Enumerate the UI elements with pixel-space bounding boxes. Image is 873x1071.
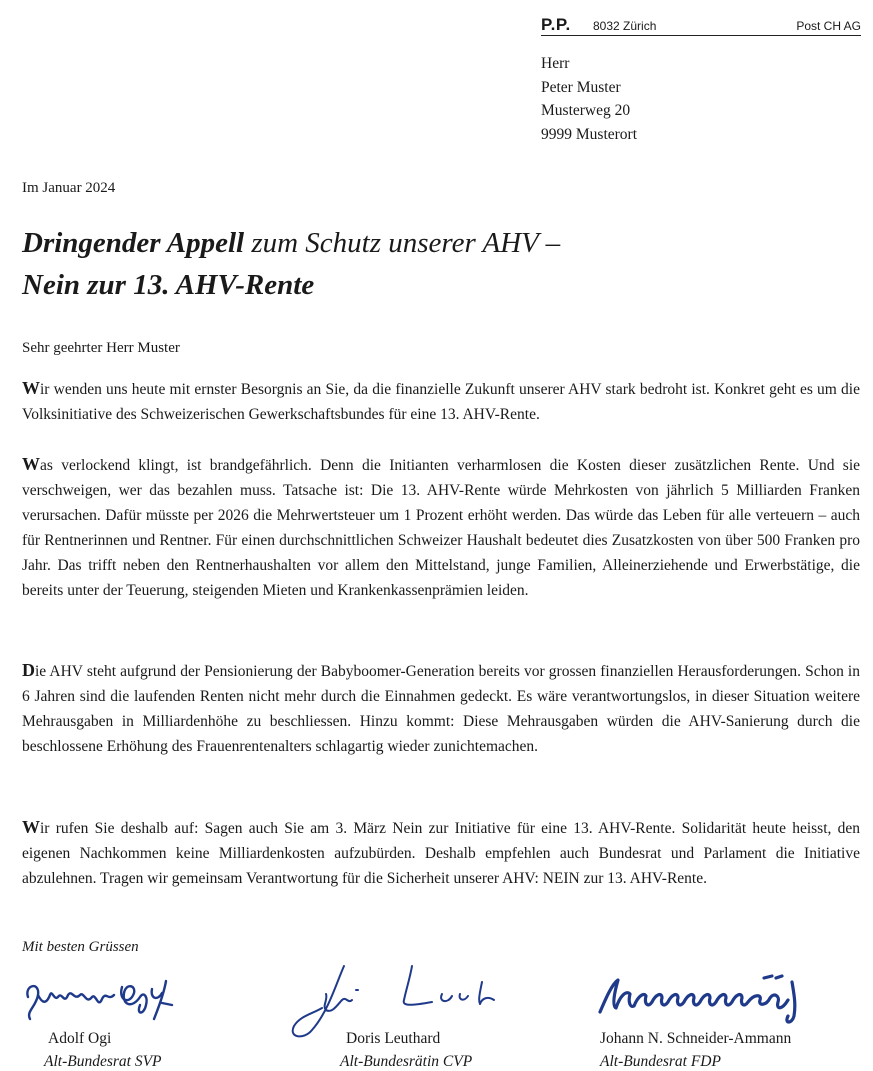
postage-carrier: Post CH AG bbox=[796, 19, 861, 33]
paragraph-text: ir rufen Sie deshalb auf: Sagen auch Sie am 3. März Nein zur Initiative für eine 13. AHV-Rente. Solidarität heute heisst, den eigenen Nachkommen keine Milliardenkosten aufzubürden. Deshalb empfehlen auch Bundesrat und Parlament die Initiative abzulehnen. Tragen wir gemeinsam Verantwortung für die Sicherheit unserer AHV: NEIN zur 13. AHV-Rente. bbox=[22, 820, 860, 887]
signatory-role: Alt-Bundesrätin CVP bbox=[340, 1053, 473, 1070]
letter-date: Im Januar 2024 bbox=[22, 180, 116, 196]
paragraph-4 bbox=[22, 815, 860, 891]
paragraph-3 bbox=[22, 658, 860, 759]
closing-phrase: Mit besten Grüssen bbox=[22, 939, 139, 955]
signatory-name: Johann N. Schneider-Ammann bbox=[600, 1030, 792, 1047]
title-bold-part: Dringender Appell bbox=[22, 227, 245, 259]
title-line1-rest: zum Schutz unserer AHV – bbox=[244, 227, 561, 259]
signatory-name: Doris Leuthard bbox=[346, 1030, 441, 1047]
paragraph-initial: D bbox=[22, 660, 35, 680]
paragraph-text: as verlockend klingt, ist brandgefährlich. Denn die Initianten verharmlosen die Kosten dieser zusätzlichen Rente. Und sie verschweigen, wer das bezahlen muss. Tatsache ist: Die 13. AHV-Rente würde Mehrkosten von jährlich 5 Milliarden Franken verursachen. Dafür müsste per 2026 die Mehrwertsteuer um 1 Prozent erhöht werden. Das würde das Leben für alle verteuern – auch für Rentnerinnen und Rentner. Für einen durchschnittlichen Schweizer Haushalt bedeutet dies Zusatzkosten von über 500 Franken pro Jahr. Das trifft neben den Rentnerhaushalten vor allem den Mittelstand, junge Familien, Alleinerziehende und Erwerbstätige, die bereits unter der Teuerung, steigenden Mieten und Krankenkassenprämien leiden. bbox=[22, 457, 860, 599]
address-city: 9999 Musterort bbox=[541, 125, 638, 143]
paragraph-initial: W bbox=[22, 817, 40, 837]
paragraph-initial: W bbox=[22, 378, 40, 398]
paragraph-2 bbox=[22, 452, 860, 603]
paragraph-text: ir wenden uns heute mit ernster Besorgnis an Sie, da die finanzielle Zukunft unserer AHV stark bedroht ist. Konkret geht es um die Volksinitiative des Schweizerischen Gewerkschaftsbundes für eine 13. AHV-Rente. bbox=[22, 381, 860, 423]
postage-city: 8032 Zürich bbox=[593, 19, 657, 33]
paragraph-1 bbox=[22, 376, 860, 427]
signature-ogi bbox=[22, 975, 192, 1030]
signatory-role: Alt-Bundesrat FDP bbox=[600, 1053, 721, 1070]
paragraph-initial: W bbox=[22, 454, 40, 474]
letter-salutation: Sehr geehrter Herr Muster bbox=[22, 340, 180, 356]
recipient-address bbox=[541, 52, 637, 146]
address-salutation: Herr bbox=[541, 55, 570, 72]
pp-label: P.P. bbox=[541, 15, 571, 34]
paragraph-text: ie AHV steht aufgrund der Pensionierung der Babyboomer-Generation bereits vor grossen finanziellen Herausforderungen. Schon in 6 Jahren sind die laufenden Renten nicht mehr durch die Einnahmen gedeckt. Es wäre verantwortungslos, in dieser Situation weitere Mehrausgaben in Milliardenhöhe zu beschliessen. Hinzu kommt: Diese Mehrausgaben würden die AHV-Sanierung durch die beschlossene Erhöhung des Frauenrentenalters schlagartig wieder zunichtemachen. bbox=[22, 663, 860, 755]
title-line2: Nein zur 13. AHV-Rente bbox=[22, 269, 315, 301]
address-name: Peter Muster bbox=[541, 78, 621, 96]
signature-schneider-ammann bbox=[596, 972, 826, 1027]
postage-header bbox=[541, 15, 861, 36]
signatory-role: Alt-Bundesrat SVP bbox=[44, 1053, 162, 1070]
signatory-name: Adolf Ogi bbox=[48, 1030, 112, 1047]
address-street: Musterweg 20 bbox=[541, 102, 631, 119]
letter-title bbox=[22, 222, 782, 306]
